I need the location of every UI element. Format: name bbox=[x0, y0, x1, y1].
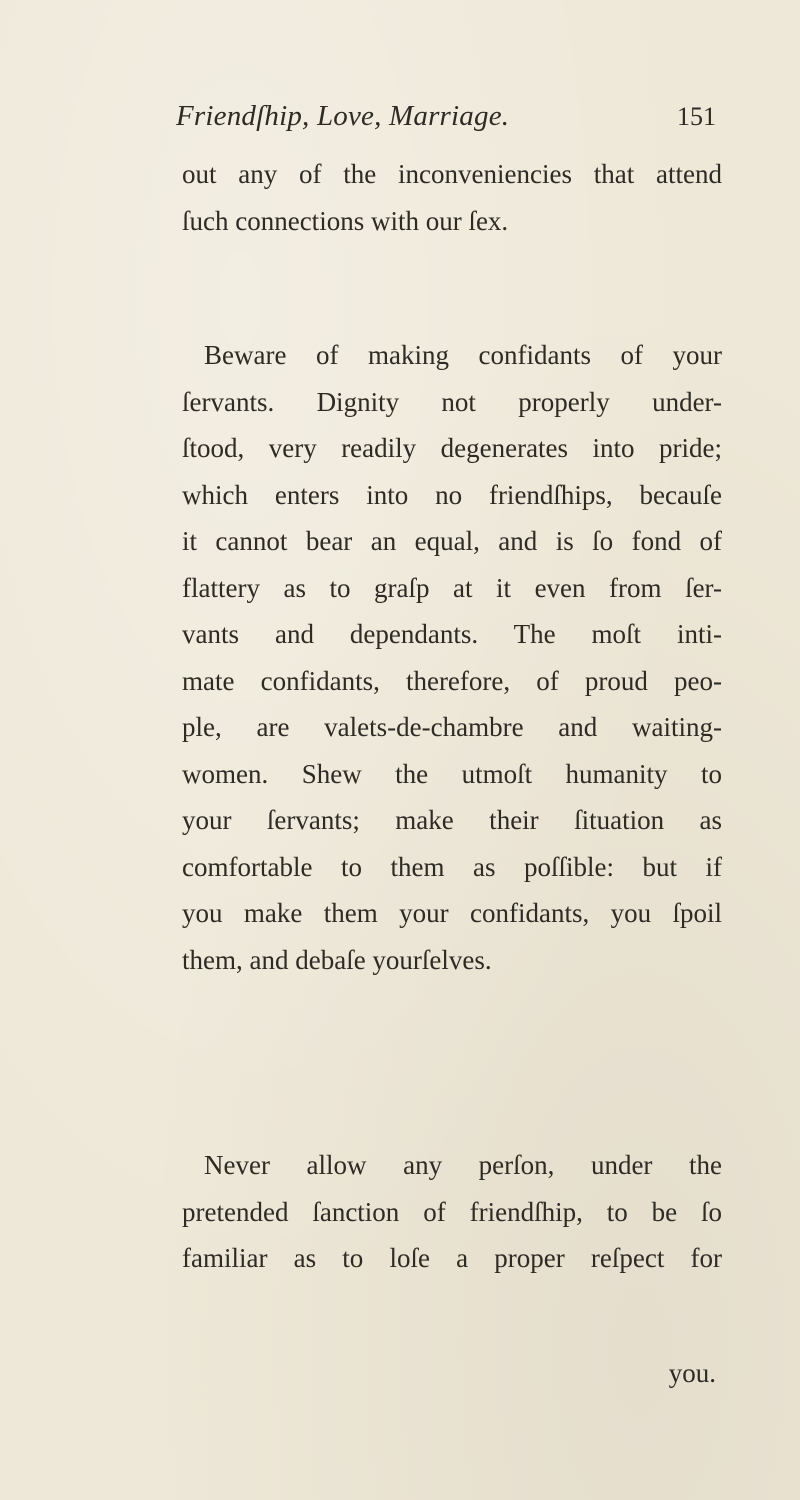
text-line: vants and dependants. The moſt inti- bbox=[182, 619, 722, 649]
text-line: ſuch connections with our ſex. bbox=[182, 205, 509, 236]
text-line: women. Shew the utmoſt humanity to bbox=[182, 758, 722, 789]
text-line: which enters into no friendſhips, becauſe bbox=[182, 479, 722, 510]
running-head bbox=[176, 100, 716, 140]
paragraph-3 bbox=[182, 1142, 722, 1282]
page-number: 151 bbox=[677, 102, 716, 131]
text-line: Never allow any perſon, under the bbox=[204, 1150, 722, 1180]
text-line: familiar as to loſe a proper reſpect for bbox=[182, 1243, 722, 1273]
text-line: ſtood, very readily degenerates into pride; bbox=[182, 433, 722, 463]
paragraph-2 bbox=[182, 332, 722, 983]
text-line: it cannot bear an equal, and is ſo fond of bbox=[182, 526, 722, 556]
catchword: you. bbox=[668, 1358, 716, 1388]
text-line: comfortable to them as poſſible: but if bbox=[182, 851, 722, 882]
running-title: Friendſhip, Love, Marriage. bbox=[176, 100, 510, 132]
text-line: ſervants. Dignity not properly under- bbox=[182, 386, 722, 417]
text-line: Beware of making confidants of your bbox=[204, 340, 722, 370]
text-line: them, and debaſe yourſelves. bbox=[182, 944, 492, 975]
text-line: flattery as to graſp at it even from ſer- bbox=[182, 572, 722, 603]
text-line: ple, are valets-de-chambre and waiting- bbox=[182, 712, 722, 742]
text-line: mate confidants, therefore, of proud peo- bbox=[182, 665, 722, 696]
text-line: you make them your confidants, you ſpoil bbox=[182, 898, 722, 928]
paragraph-1 bbox=[182, 151, 722, 244]
text-line: out any of the inconveniencies that attend bbox=[182, 159, 722, 189]
text-line: your ſervants; make their ſituation as bbox=[182, 805, 722, 835]
text-line: pretended ſanction of friendſhip, to be ſo bbox=[182, 1196, 722, 1227]
